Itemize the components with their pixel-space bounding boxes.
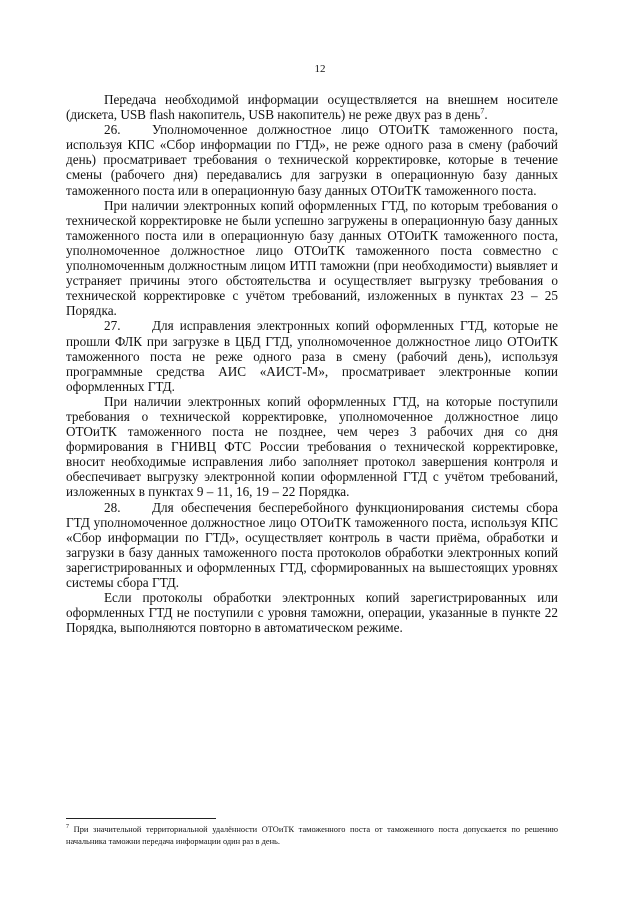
paragraph-text: Уполномоченное должностное лицо ОТОиТК таможенного поста, используя КПС «Сбор информации по ГТД», не реже одного раза в смену (рабочий день) просматривает требования о технической корректировке, которые в течение смены (рабочего дня) передавались для загрузки в операционную базу данных таможенного поста или в операционную базу данных ОТОиТК таможенного поста. (66, 122, 558, 198)
paragraph-text: Если протоколы обработки электронных копий зарегистрированных или оформленных ГТД не поступили с уровня таможни, операции, указанные в пункте 22 Порядка, выполняются повторно в автоматическом режиме. (66, 590, 558, 636)
paragraph-text: Для обеспечения бесперебойного функционирования системы сбора ГТД уполномоченное должностное лицо ОТОиТК таможенного поста, используя КПС «Сбор информации по ГТД», осуществляет контроль в части приёма, обработки и загрузки в базу данных таможенного поста протоколов обработки электронных копий зарегистрированных и оформленных ГТД, сформированных на вышестоящих уровнях системы сбора ГТД. (66, 499, 558, 590)
footnote-text: При значительной территориальной удалённости ОТОиТК таможенного поста от таможенного поста допускается по решению начальника таможни передача информации один раз в день. (66, 825, 559, 846)
paragraph-number: 27. (104, 318, 121, 334)
paragraph (66, 92, 558, 122)
paragraph-text: При наличии электронных копий оформленных ГТД, по которым требования о технической корректировке не были успешно загружены в операционную базу данных таможенного поста или в операционную базу данных ОТОиТК таможенного поста, уполномоченное должностное лицо ОТОиТК таможенного поста совместно с уполномоченным должностным лицом ИТП таможни (при необходимости) выявляет и устраняет причины этого обстоятельства и осуществляет выгрузку требования о технической корректировке с учётом требований, изложенных в пунктах 23 – 25 Порядка. (66, 197, 558, 319)
document-body (66, 92, 558, 635)
paragraph-text: При наличии электронных копий оформленных ГТД, на которые поступили требования о технической корректировке, уполномоченное должностное лицо ОТОиТК таможенного поста не позднее, чем через 3 рабочих дня со дня формирования в ГНИВЦ ФТС России требования о технической корректировке, вносит необходимые исправления либо заполняет протокол завершения контроля и обеспечивает выгрузку электронной копии оформленной ГТД с учётом требований, изложенных в пунктах 9 – 11, 16, 19 – 22 Порядка. (66, 393, 558, 500)
paragraph-number: 26. (104, 122, 121, 138)
footnote (66, 824, 558, 848)
paragraph (66, 590, 558, 635)
paragraph-text: Для исправления электронных копий оформленных ГТД, которые не прошли ФЛК при загрузке в ЦБД ГТД, уполномоченное должностное лицо ОТОиТК таможенного поста не реже одного раза в смену (рабочий день), используя программные средства АИС «АИСТ-М», просматривает электронные копии оформленных ГТД. (66, 318, 558, 394)
page-number: 12 (314, 63, 326, 75)
paragraph-end: . (484, 107, 488, 123)
paragraph (66, 122, 558, 197)
footnote-mark: 7 (66, 824, 69, 831)
paragraph (66, 318, 558, 393)
footnote-reference[interactable]: 7 (480, 106, 485, 116)
paragraph-number: 28. (104, 499, 121, 515)
footnote-divider (66, 818, 216, 819)
paragraph-text: Передача необходимой информации осуществляется на внешнем носителе (дискета, USB flash накопитель, USB накопитель) не реже двух раз в день (66, 92, 558, 123)
paragraph (66, 500, 558, 591)
paragraph (66, 394, 558, 500)
paragraph (66, 198, 558, 319)
